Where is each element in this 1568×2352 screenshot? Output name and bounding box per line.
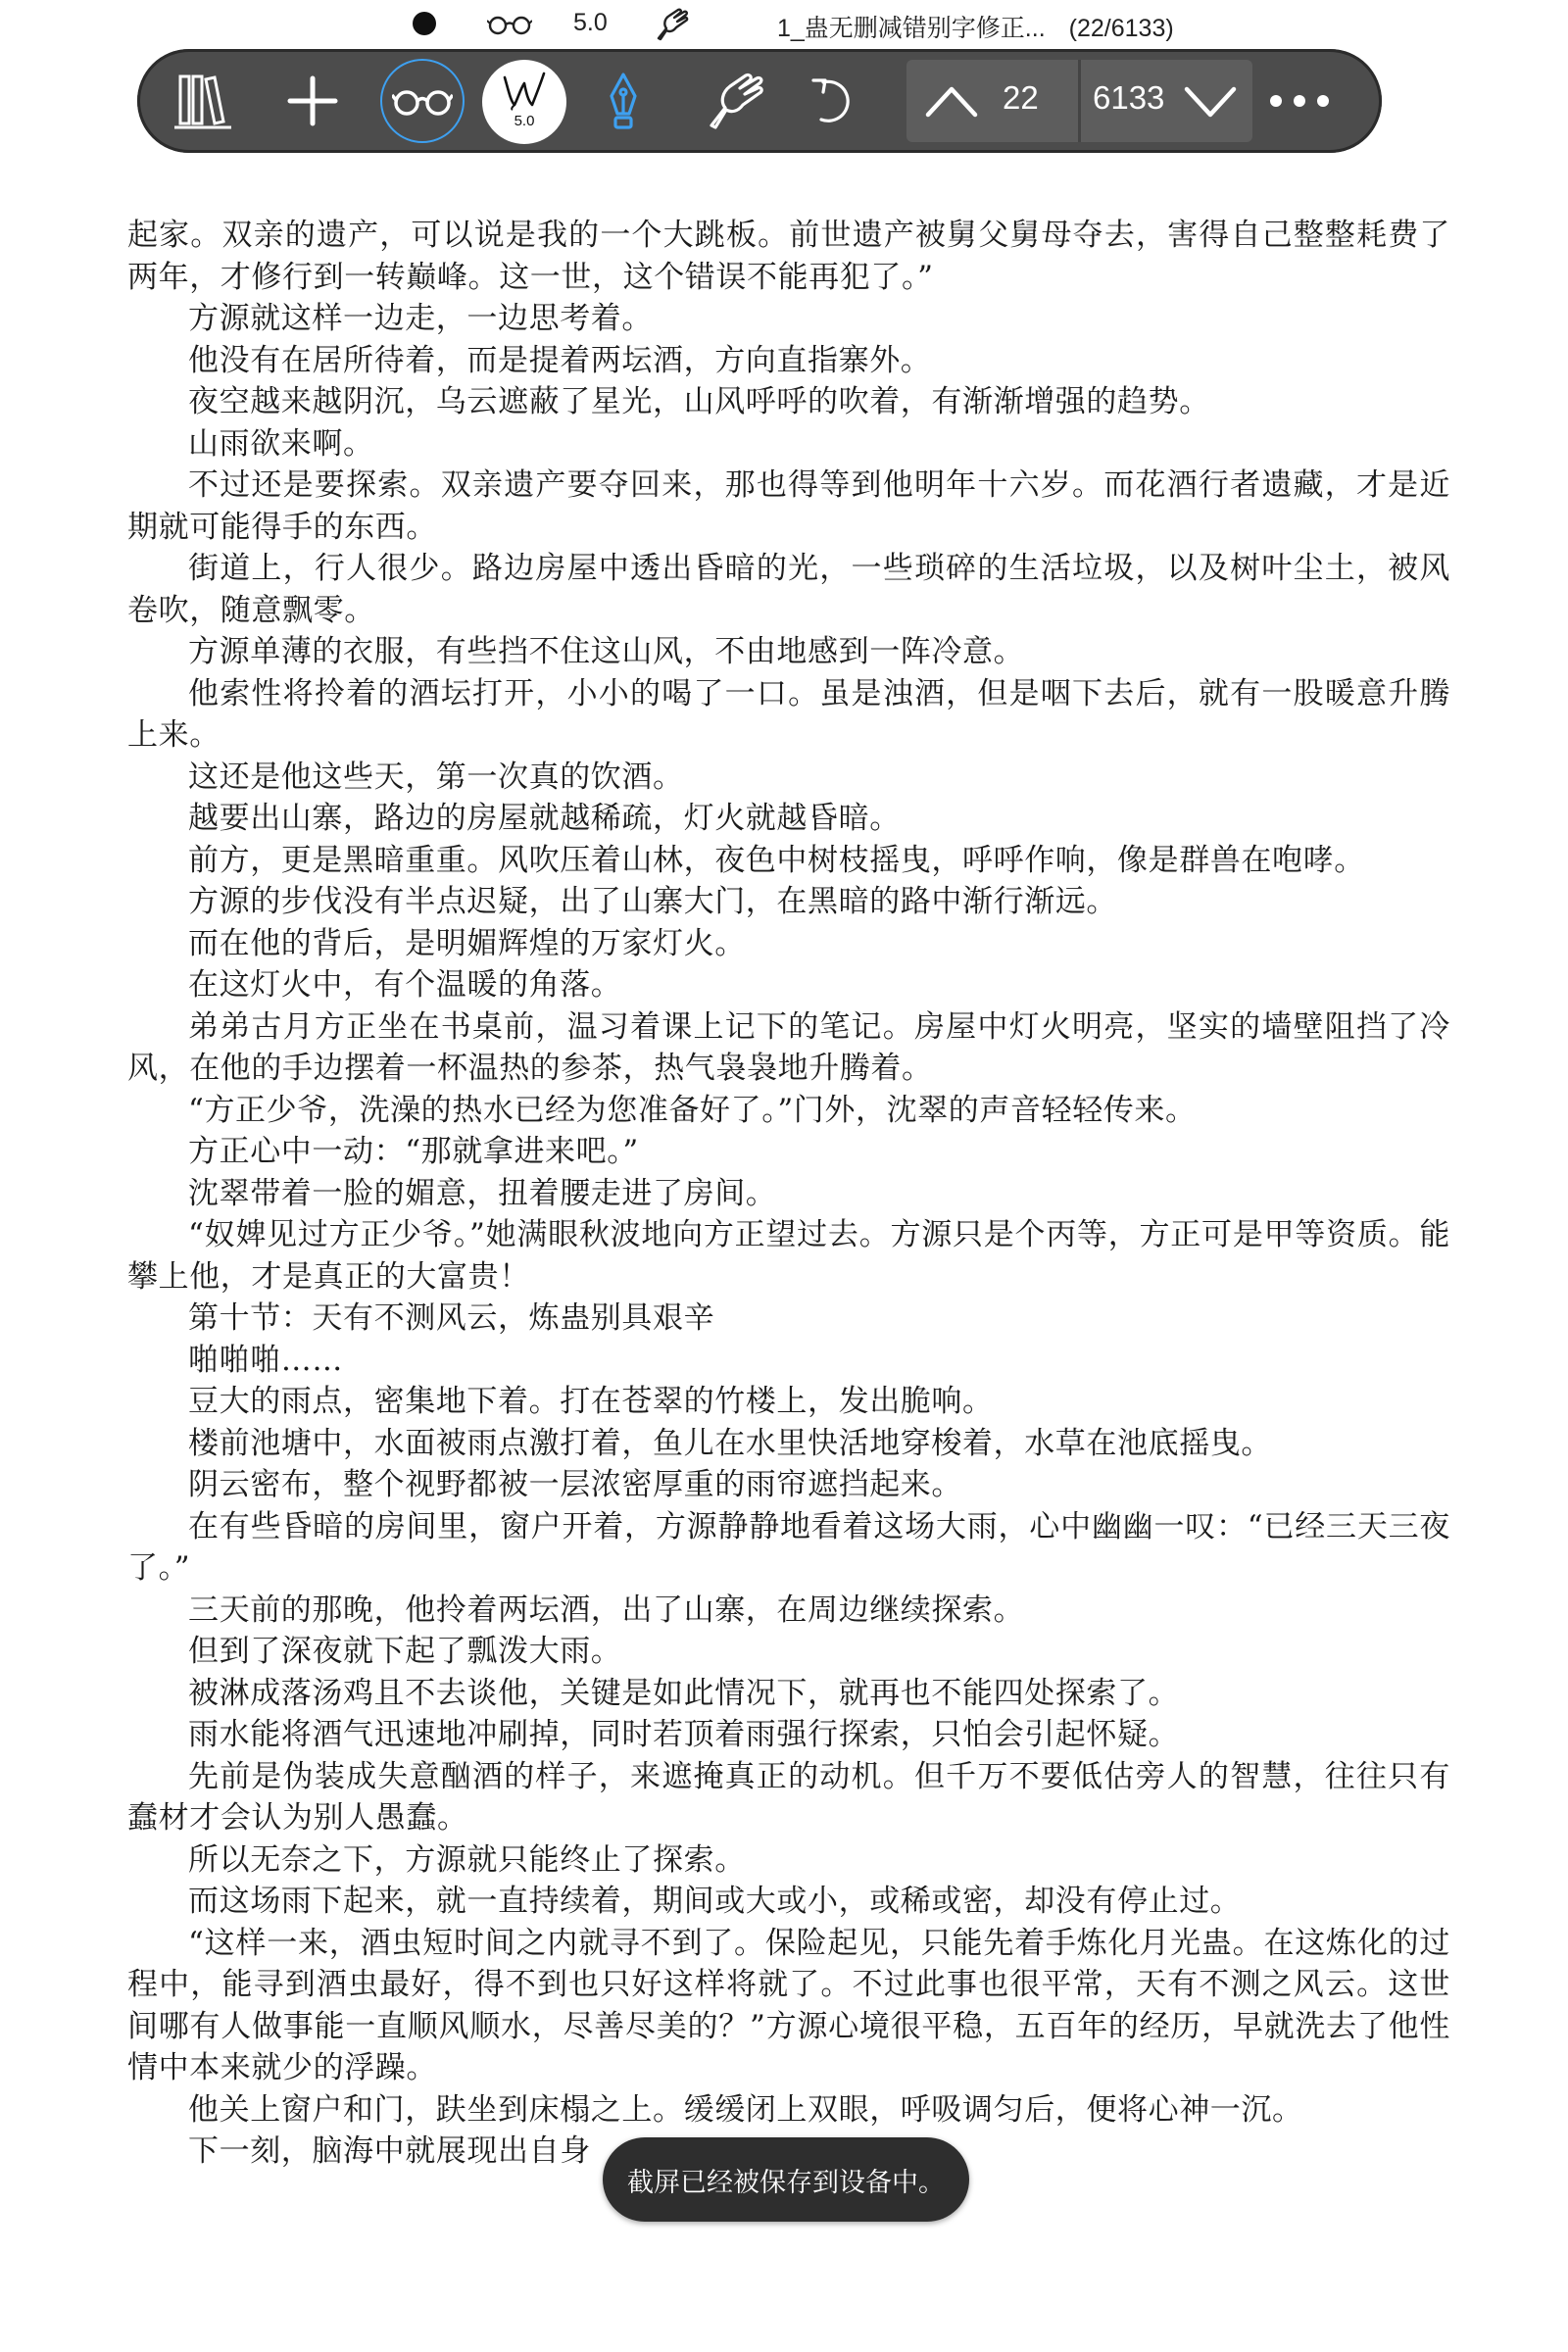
record-dot-icon [413,12,436,35]
paragraph: 他索性将拎着的酒坛打开，小小的喝了一口。虽是浊酒，但是咽下去后，就有一股暖意升腾上来。 [127,675,1450,753]
paragraph: 三天前的那晚，他拎着两坛酒，出了山寨，在周边继续探索。 [188,1592,1025,1628]
add-button[interactable] [280,69,345,133]
handwriting-w-icon [501,68,548,115]
paragraph: 所以无奈之下，方源就只能终止了探索。 [188,1841,746,1878]
paragraph: 方源就这样一边走，一边思考着。 [188,301,653,336]
page-indicator: (22/6133) [1068,15,1174,42]
paragraph: 弟弟古月方正坐在书桌前，温习着课上记下的笔记。房屋中灯火明亮，坚实的墙壁阻挡了冷风，在他的手边摆着一杯温热的参茶，热气袅袅地升腾着。 [127,1008,1450,1086]
zoom-level-label: 5.0 [514,113,535,129]
paragraph: 啪啪啪…… [188,1342,343,1378]
paragraph: 不过还是要探索。双亲遗产要夺回来，那也得等到他明年十六岁。而花酒行者遗藏，才是近期就可能得手的东西。 [127,467,1450,545]
undo-button[interactable] [806,71,866,131]
reading-mode-button[interactable] [380,59,465,143]
paragraph: “方正少爷，洗澡的热水已经为您准备好了。”门外，沈翠的声音轻轻传来。 [188,1092,1197,1128]
paragraph: 越要出山寨，路边的房屋就越稀疏，灯火就越昏暗。 [188,801,901,836]
library-button[interactable] [172,69,237,133]
paragraph: 他没有在居所待着，而是提着两坛酒，方向直指寨外。 [188,342,932,378]
paragraph: 前方，更是黑暗重重。风吹压着山林，夜色中树枝摇曳，呼呼作响，像是群兽在咆哮。 [188,842,1365,878]
paragraph: 楼前池塘中，水面被雨点激打着，鱼儿在水里快活地穿梭着，水草在池底摇曳。 [188,1425,1272,1461]
paragraph: 街道上，行人很少。路边房屋中透出昏暗的光，一些琐碎的生活垃圾，以及树叶尘土，被风卷吹，随意飘零。 [127,551,1450,628]
paragraph: 而在他的背后，是明媚辉煌的万家灯火。 [188,925,746,961]
paragraph: 山雨欲来啊。 [188,425,374,462]
paragraph: 夜空越来越阴沉，乌云遮蔽了星光，山风呼呼的吹着，有渐渐增强的趋势。 [188,384,1210,419]
glasses-icon [392,84,453,118]
document-page-text [127,215,1450,2173]
page-divider [1078,60,1081,142]
paragraph: 雨水能将酒气迅速地冲刷掉，同时若顶着雨强行探索，只怕会引起怀疑。 [188,1717,1180,1752]
paragraph: 先前是伪装成失意酗酒的样子，来遮掩真正的动机。但千万不要低估旁人的智慧，往往只有蠢材才会认为别人愚蠢。 [127,1758,1450,1836]
hand-tool-button[interactable] [706,71,768,131]
current-page-input[interactable]: 22 [1003,79,1039,116]
paragraph: 豆大的雨点，密集地下着。打在苍翠的竹楼上，发出脆响。 [188,1384,994,1419]
paragraph: “这样一来，酒虫短时间之内就寻不到了。保险起见，只能先着手炼化月光蛊。在这炼化的过程中，能寻到酒虫最好，得不到也只好这样将就了。不过此事也很平常，天有不测之风云。这世间哪有人做事能一直顺风顺水，尽善尽美的？”方源心境很平稳，五百年的经历，早就洗去了他性情中本来就少的浮躁。 [127,1925,1450,2085]
zoom-button[interactable] [482,60,566,144]
paragraph: 被淋成落汤鸡且不去谈他，关键是如此情况下，就再也不能四处探索了。 [188,1675,1180,1711]
document-title [777,9,1174,44]
paragraph: “奴婢见过方正少爷。”她满眼秋波地向方正望过去。方源只是个丙等，方正可是甲等资质。能攀上他，才是真正的大富贵！ [127,1217,1450,1295]
paragraph: 起家。双亲的遗产，可以说是我的一个大跳板。前世遗产被舅父舅母夺去，害得自己整整耗费了两年，才修行到一转巅峰。这一世，这个错误不能再犯了。” [127,218,1450,295]
paragraph: 他关上窗户和门，趺坐到床榻之上。缓缓闭上双眼，呼吸调匀后，便将心神一沉。 [188,2091,1303,2128]
total-pages: 6133 [1093,79,1165,116]
chapter-heading: 第十节：天有不测风云，炼蛊别具艰辛 [188,1300,715,1336]
paragraph: 而这场雨下起来，就一直持续着，期间或大或小，或稀或密，却没有停止过。 [188,1884,1242,1919]
paragraph: 这还是他这些天，第一次真的饮酒。 [188,759,684,795]
glasses-icon [487,12,532,37]
page-navigator [906,60,1252,142]
more-options-button[interactable] [1262,69,1337,133]
paragraph: 下一刻，脑海中就展现出自身 [188,2133,591,2169]
toast-message: 截屏已经被保存到设备中。 [627,2167,945,2197]
paragraph: 方源单薄的衣服，有些挡不住这山风，不由地感到一阵冷意。 [188,634,1025,669]
paragraph: 阴云密布，整个视野都被一层浓密厚重的雨帘遮挡起来。 [188,1467,962,1502]
paragraph: 方源的步伐没有半点迟疑，出了山寨大门，在黑暗的路中渐行渐远。 [188,884,1117,919]
fountain-pen-icon [594,71,653,131]
paragraph: 但到了深夜就下起了瓢泼大雨。 [188,1634,622,1669]
hand-tool-icon [655,7,692,42]
hand-icon [706,71,768,131]
undo-icon [806,71,866,131]
paragraph: 在这灯火中，有个温暖的角落。 [188,967,622,1003]
more-dots-icon [1262,91,1337,111]
document-name: 1_蛊无删减错别字修正... [777,15,1046,42]
plus-icon [280,69,345,133]
chevron-down-icon[interactable] [1181,77,1240,124]
status-zoom-level: 5.0 [573,9,608,36]
paragraph: 沈翠带着一脸的媚意，扭着腰走进了房间。 [188,1175,777,1211]
status-bar [0,0,1568,49]
paragraph: 在有些昏暗的房间里，窗户开着，方源静静地看着这场大雨，心中幽幽一叹：“已经三天三夜了。” [127,1508,1450,1586]
chevron-up-icon[interactable] [922,77,981,124]
reader-toolbar [137,49,1382,153]
library-icon [172,69,237,133]
screenshot-saved-toast [603,2137,969,2222]
pen-tool-button[interactable] [594,71,653,131]
paragraph: 方正心中一动：“那就拿进来吧。” [188,1134,639,1169]
